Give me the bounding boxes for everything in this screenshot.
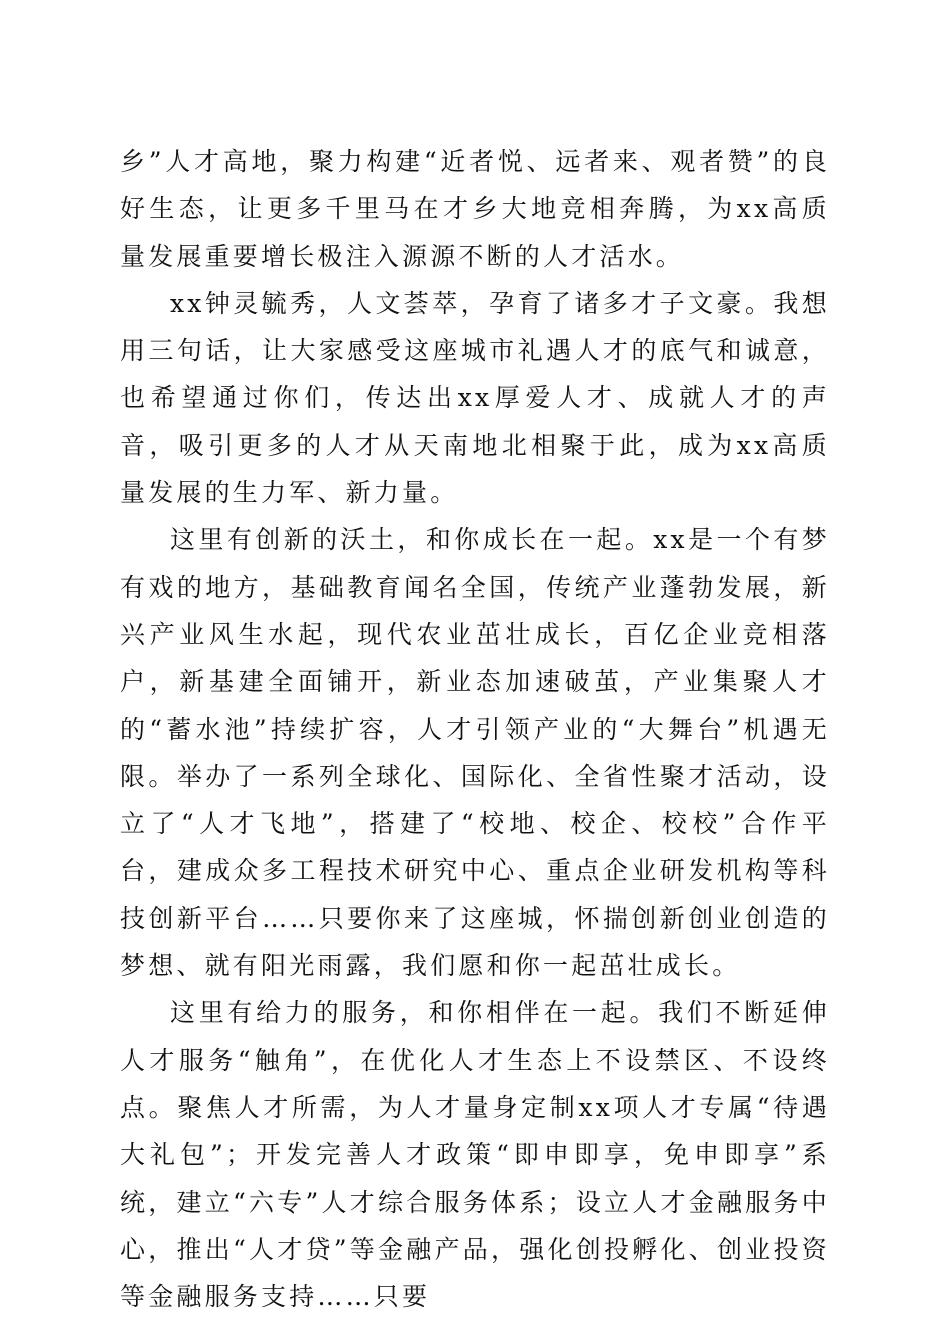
paragraph-2: xx钟灵毓秀，人文荟萃，孕育了诸多才子文豪。我想用三句话，让大家感受这座城市礼遇人才的底气和诚意，也希望通过你们，传达出xx厚爱人才、成就人才的声音，吸引更多的人才从天南地北相聚于此，成为xx高质量发展的生力军、新力量。 [120, 288, 830, 508]
paragraph-1: 乡”人才高地，聚力构建“近者悦、远者来、观者赞”的良好生态，让更多千里马在才乡大地竞相奔腾，为xx高质量发展重要增长极注入源源不断的人才活水。 [120, 147, 830, 271]
document-body [120, 138, 830, 1320]
paragraph-4: 这里有给力的服务，和你相伴在一起。我们不断延伸人才服务“触角”，在优化人才生态上不设禁区、不设终点。聚焦人才所需，为人才量身定制xx项人才专属“待遇大礼包”；开发完善人才政策“即申即享，免申即享”系统，建立“六专”人才综合服务体系；设立人才金融服务中心，推出“人才贷”等金融产品，强化创投孵化、创业投资等金融服务支持……只要 [120, 998, 830, 1312]
paragraph-3: 这里有创新的沃土，和你成长在一起。xx是一个有梦有戏的地方，基础教育闻名全国，传统产业蓬勃发展，新兴产业风生水起，现代农业茁壮成长，百亿企业竞相落户，新基建全面铺开，新业态加速破茧，产业集聚人才的“蓄水池”持续扩容，人才引领产业的“大舞台”机遇无限。举办了一系列全球化、国际化、全省性聚才活动，设立了“人才飞地”，搭建了“校地、校企、校校”合作平台，建成众多工程技术研究中心、重点企业研发机构等科技创新平台……只要你来了这座城，怀揣创新创业创造的梦想、就有阳光雨露，我们愿和你一起茁壮成长。 [120, 525, 830, 981]
